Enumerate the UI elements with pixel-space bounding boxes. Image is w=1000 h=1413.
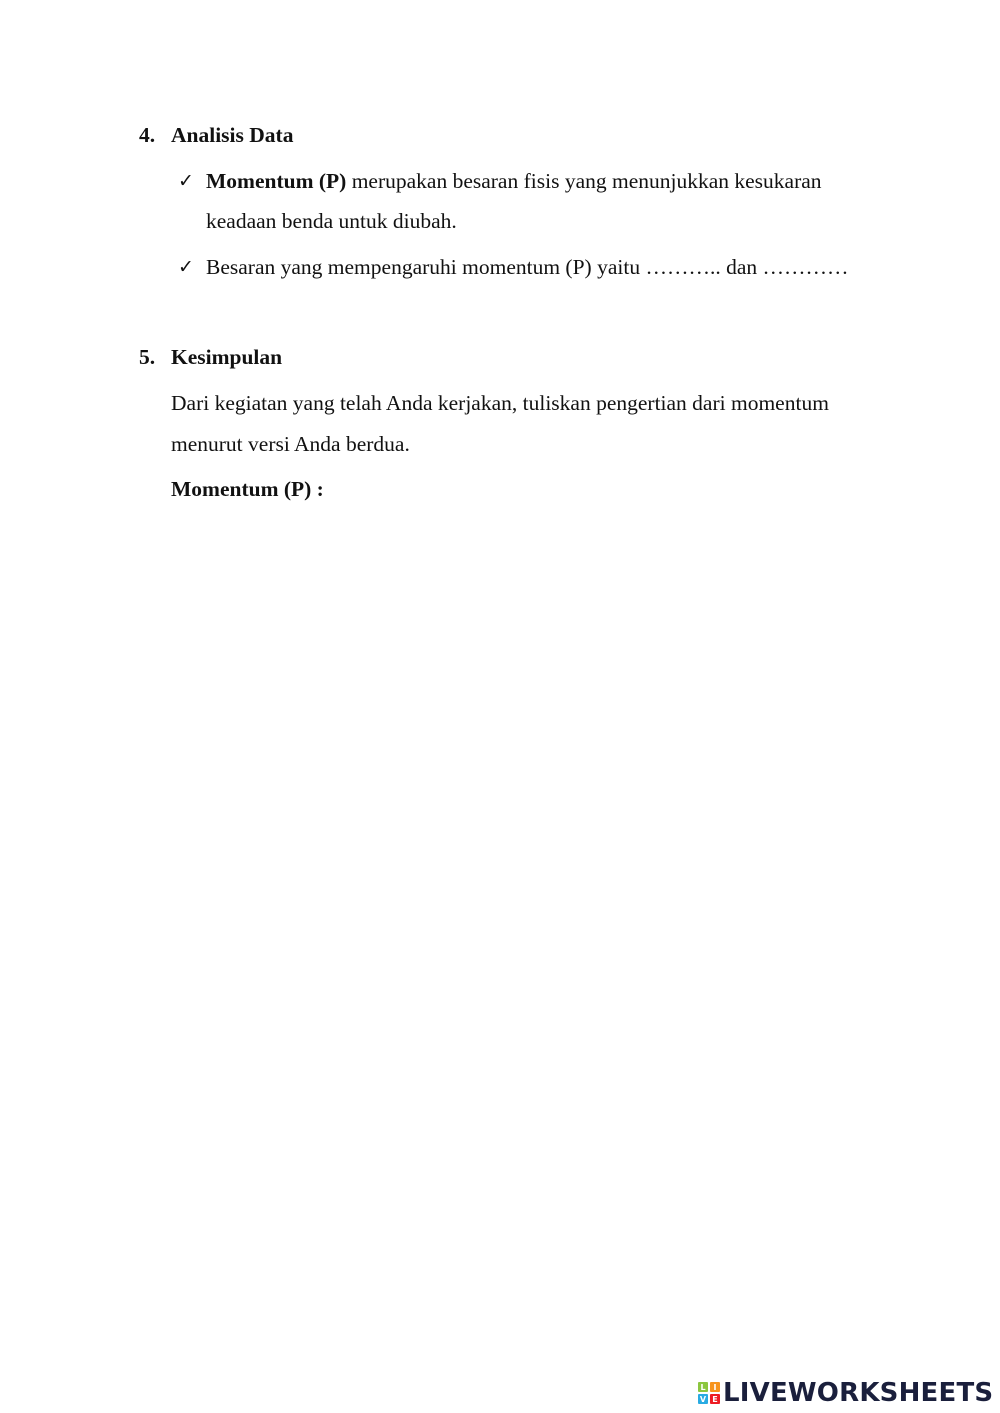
logo-blocks-icon [698,1382,720,1404]
section-5-number: 5. [139,345,156,369]
logo-block: I [710,1382,720,1392]
check-icon: ✓ [178,170,194,192]
bullet-2-text: Besaran yang mempengaruhi momentum (P) yaitu ……….. dan ………… [206,255,849,279]
bullet-1-text: merupakan besaran fisis yang menunjukkan kesukaran [346,169,822,193]
section-5-title: Kesimpulan [171,345,283,369]
bullet-1-line-2: keadaan benda untuk diubah. [206,209,457,233]
conclusion-paragraph-line-1: Dari kegiatan yang telah Anda kerjakan, tuliskan pengertian dari momentum [171,391,829,415]
logo-block: E [710,1394,720,1404]
logo-text: LIVEWORKSHEETS [723,1378,994,1408]
momentum-answer-label: Momentum (P) : [171,477,324,501]
bullet-1-line-1 [206,168,822,194]
momentum-term: Momentum (P) [206,169,347,193]
conclusion-paragraph-line-2: menurut versi Anda berdua. [171,432,410,456]
liveworksheets-logo [698,1378,993,1408]
check-icon: ✓ [178,256,194,278]
logo-block: L [698,1382,708,1392]
section-4-title: Analisis Data [171,123,294,147]
section-4-number: 4. [139,123,156,147]
logo-block: V [699,1394,707,1404]
